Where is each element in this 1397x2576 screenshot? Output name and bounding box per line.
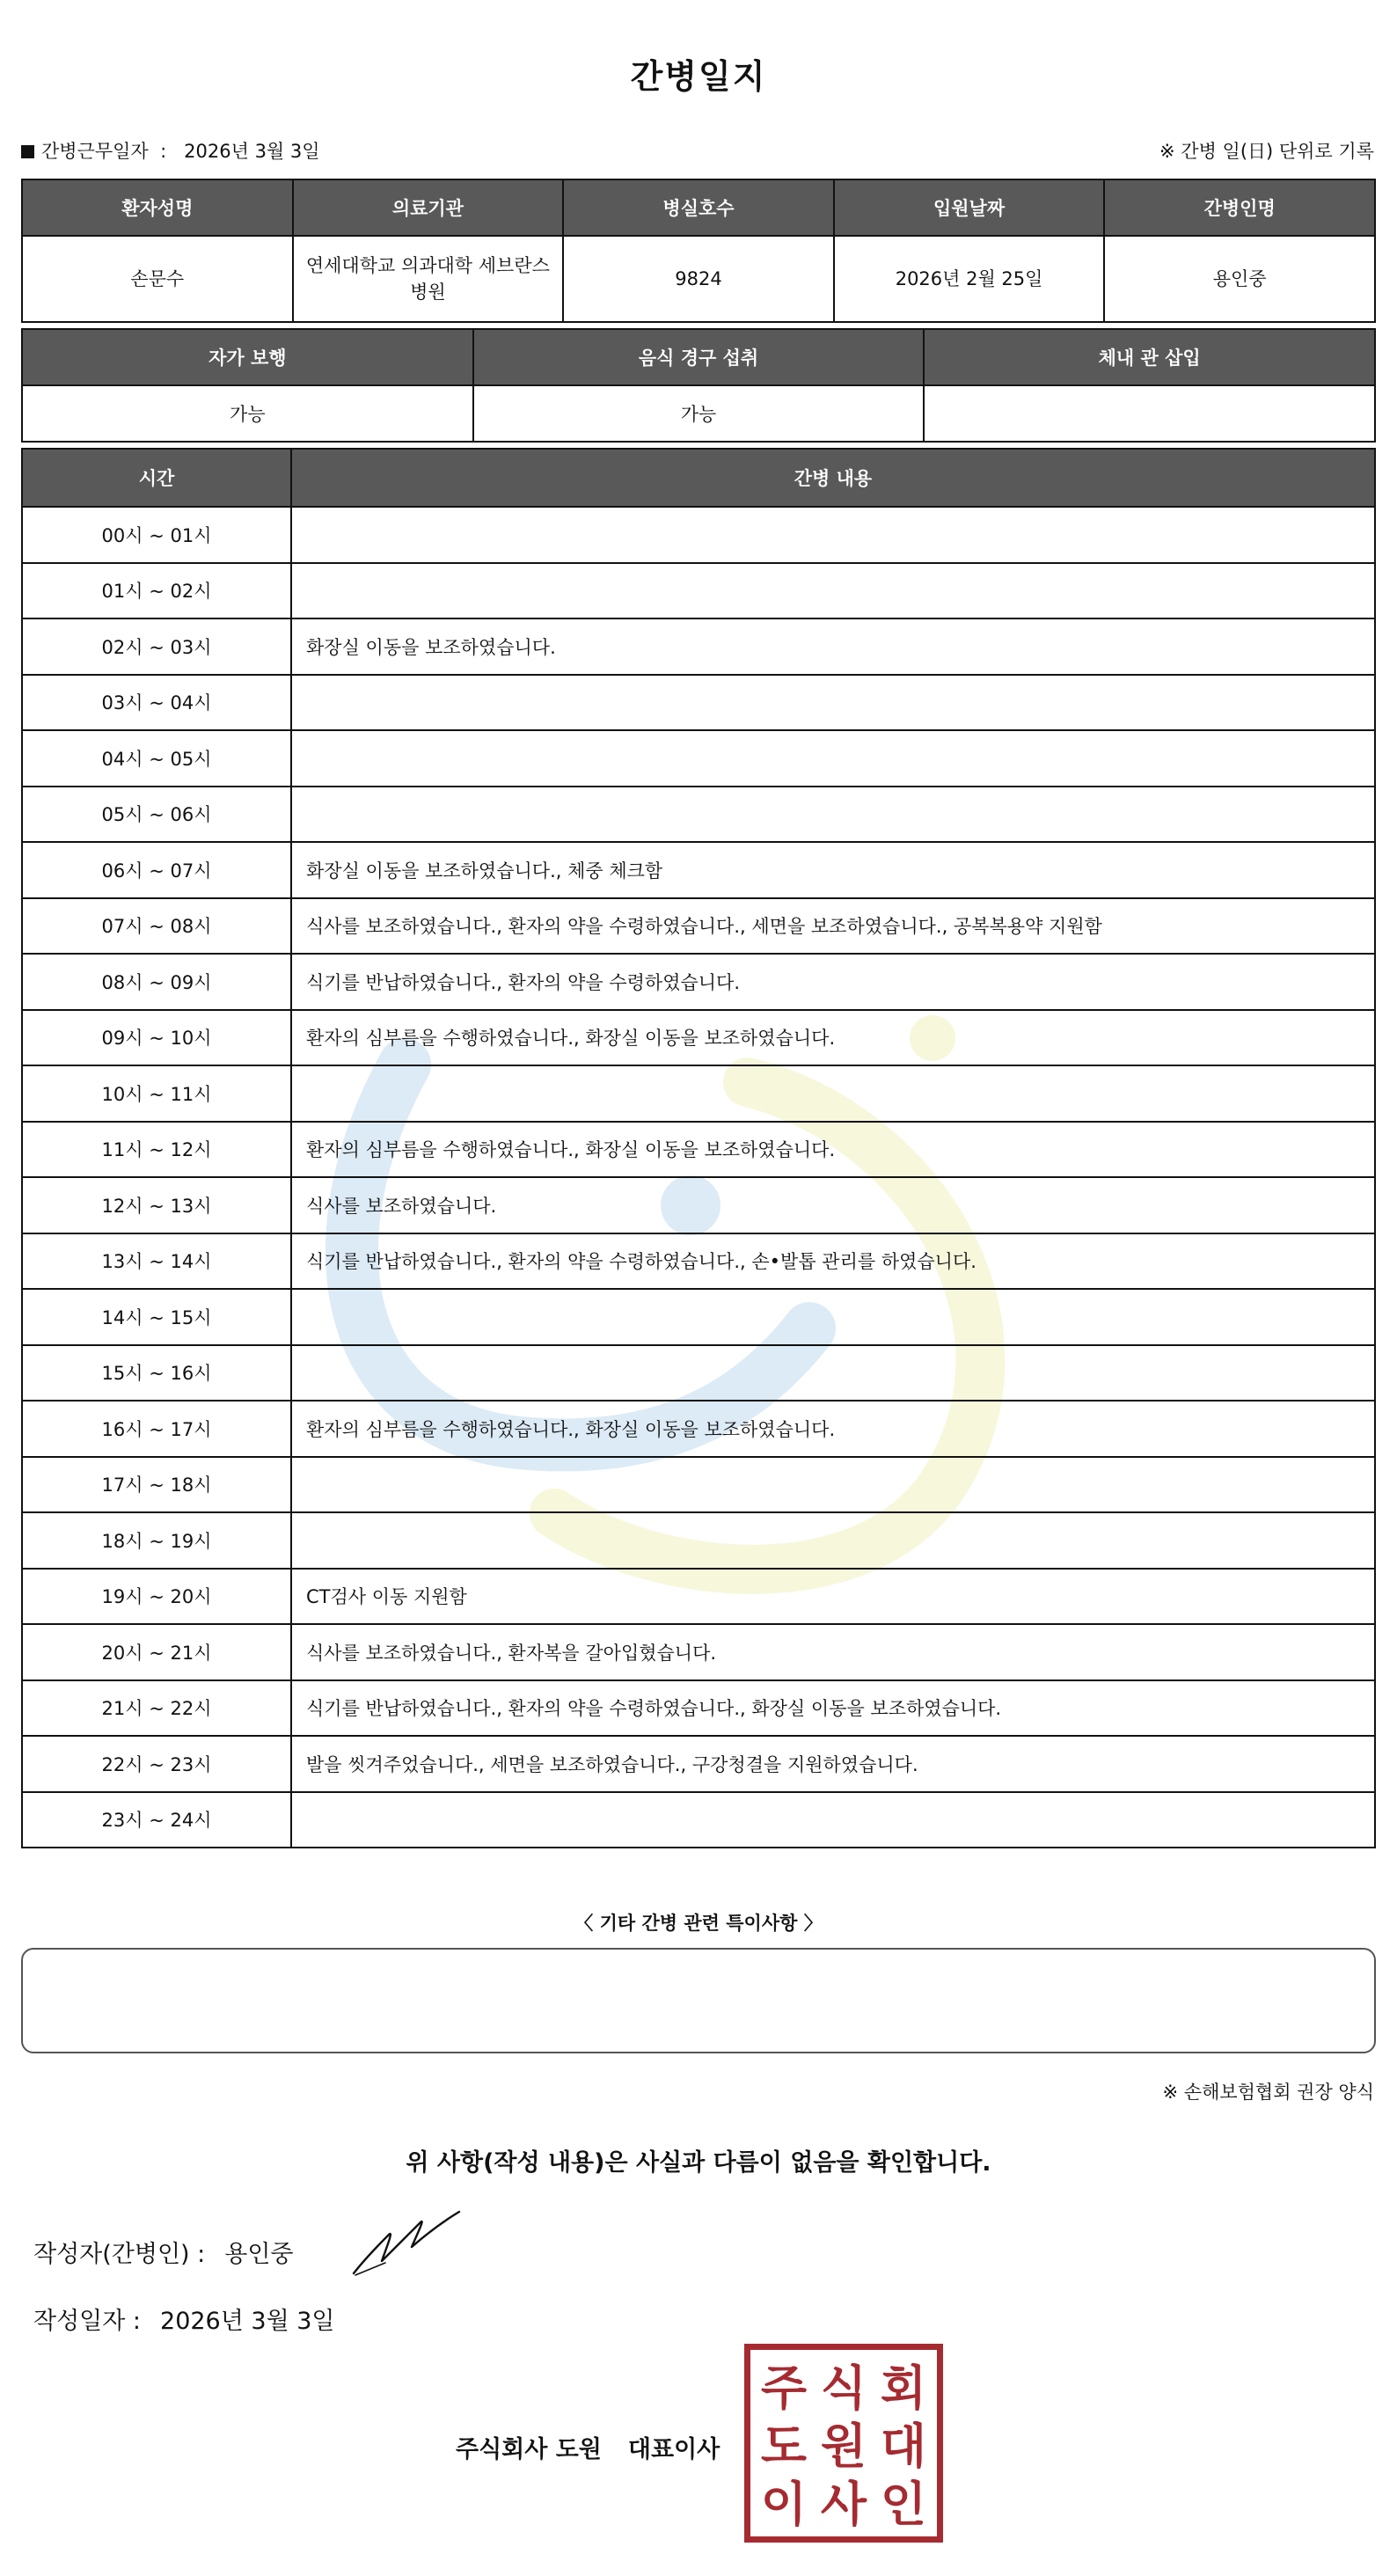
table-row <box>22 1233 1375 1290</box>
content-cell <box>291 675 1375 731</box>
work-date-label: 간병근무일자 <box>41 141 149 162</box>
content-cell: 환자의 심부름을 수행하였습니다., 화장실 이동을 보조하였습니다. <box>291 1122 1375 1178</box>
daily-record-note: ※ 간병 일(日) 단위로 기록 <box>1159 141 1374 162</box>
table-row <box>22 1345 1375 1401</box>
patient-info-value-row <box>22 236 1375 322</box>
table-row <box>22 1289 1375 1345</box>
time-cell: 15시 ~ 16시 <box>22 1345 291 1401</box>
time-cell: 16시 ~ 17시 <box>22 1401 291 1457</box>
content-cell <box>291 1792 1375 1848</box>
time-cell: 23시 ~ 24시 <box>22 1792 291 1848</box>
content-cell: CT검사 이동 지원함 <box>291 1569 1375 1625</box>
writer-name: 용인중 <box>224 2241 294 2268</box>
content-cell: 식사를 보조하였습니다., 환자의 약을 수령하였습니다., 세면을 보조하였습니다., 공복복용약 지원함 <box>291 898 1375 955</box>
status-header-row <box>22 329 1375 385</box>
time-cell: 11시 ~ 12시 <box>22 1122 291 1178</box>
header-oral-intake: 음식 경구 섭취 <box>473 329 925 385</box>
header-time: 시간 <box>22 449 291 507</box>
table-row <box>22 1010 1375 1066</box>
company-name: 주식회사 도원 <box>456 2436 602 2463</box>
table-row <box>22 1512 1375 1569</box>
table-row <box>22 675 1375 731</box>
table-row <box>22 563 1375 619</box>
square-bullet-icon <box>21 145 34 158</box>
time-cell: 14시 ~ 15시 <box>22 1289 291 1345</box>
content-cell: 발을 씻겨주었습니다., 세면을 보조하였습니다., 구강청결을 지원하였습니다. <box>291 1736 1375 1792</box>
svg-text:이: 이 <box>760 2477 808 2532</box>
table-row <box>22 842 1375 898</box>
time-cell: 22시 ~ 23시 <box>22 1736 291 1792</box>
time-cell: 20시 ~ 21시 <box>22 1624 291 1680</box>
patient-status-table <box>21 328 1376 443</box>
write-date-label: 작성일자 : <box>33 2308 142 2335</box>
time-cell: 13시 ~ 14시 <box>22 1233 291 1290</box>
content-cell: 식사를 보조하였습니다. <box>291 1177 1375 1233</box>
special-notes-title: 〈 기타 간병 관련 특이사항 〉 <box>574 1913 823 1934</box>
time-cell: 19시 ~ 20시 <box>22 1569 291 1625</box>
svg-text:도: 도 <box>760 2419 808 2474</box>
content-cell: 식기를 반납하였습니다., 환자의 약을 수령하였습니다., 화장실 이동을 보조하였습니다. <box>291 1680 1375 1737</box>
company-seal-stamp <box>744 2344 943 2543</box>
time-cell: 12시 ~ 13시 <box>22 1177 291 1233</box>
table-row <box>22 1122 1375 1178</box>
self-walking-value: 가능 <box>22 385 473 442</box>
content-cell <box>291 507 1375 563</box>
patient-info-table <box>21 179 1376 323</box>
time-cell: 07시 ~ 08시 <box>22 898 291 955</box>
caregiver-name: 용인중 <box>1104 236 1375 322</box>
header-room-number: 병실호수 <box>563 179 834 236</box>
time-cell: 02시 ~ 03시 <box>22 618 291 675</box>
table-row <box>22 787 1375 843</box>
content-cell: 화장실 이동을 보조하였습니다., 체중 체크함 <box>291 842 1375 898</box>
content-cell <box>291 1065 1375 1122</box>
time-cell: 06시 ~ 07시 <box>22 842 291 898</box>
header-care-content: 간병 내용 <box>291 449 1375 507</box>
table-row <box>22 1177 1375 1233</box>
content-cell <box>291 1345 1375 1401</box>
header-caregiver-name: 간병인명 <box>1104 179 1375 236</box>
writer-label: 작성자(간병인) : <box>33 2241 206 2268</box>
admission-date: 2026년 2월 25일 <box>834 236 1105 322</box>
table-row <box>22 1569 1375 1625</box>
care-log-table <box>21 448 1376 1848</box>
header-admission-date: 입원날짜 <box>834 179 1105 236</box>
svg-text:회: 회 <box>880 2360 927 2416</box>
special-notes-box <box>21 1948 1376 2053</box>
content-cell: 환자의 심부름을 수행하였습니다., 화장실 이동을 보조하였습니다. <box>291 1401 1375 1457</box>
content-cell <box>291 1512 1375 1569</box>
content-cell <box>291 1289 1375 1345</box>
handwritten-signature <box>350 2208 464 2279</box>
time-cell: 18시 ~ 19시 <box>22 1512 291 1569</box>
seal-characters <box>754 2353 933 2533</box>
content-cell: 환자의 심부름을 수행하였습니다., 화장실 이동을 보조하였습니다. <box>291 1010 1375 1066</box>
time-cell: 08시 ~ 09시 <box>22 954 291 1010</box>
table-row <box>22 1065 1375 1122</box>
content-cell: 식기를 반납하였습니다., 환자의 약을 수령하였습니다. <box>291 954 1375 1010</box>
table-row <box>22 898 1375 955</box>
time-cell: 03시 ~ 04시 <box>22 675 291 731</box>
content-cell <box>291 787 1375 843</box>
tube-insertion-value <box>924 385 1375 442</box>
work-date: 간병근무일자 : 2026년 3월 3일 <box>21 137 320 164</box>
time-cell: 04시 ~ 05시 <box>22 730 291 787</box>
time-cell: 01시 ~ 02시 <box>22 563 291 619</box>
institution: 연세대학교 의과대학 세브란스병원 <box>293 236 564 322</box>
writer-line <box>33 2235 294 2269</box>
table-row <box>22 1792 1375 1848</box>
recommended-form-note: ※ 손해보험협회 권장 양식 <box>1162 2082 1374 2103</box>
care-log-header-row <box>22 449 1375 507</box>
table-row <box>22 1401 1375 1457</box>
time-cell: 10시 ~ 11시 <box>22 1065 291 1122</box>
patient-info-header-row <box>22 179 1375 236</box>
content-cell: 식사를 보조하였습니다., 환자복을 갈아입혔습니다. <box>291 1624 1375 1680</box>
content-cell: 화장실 이동을 보조하였습니다. <box>291 618 1375 675</box>
content-cell <box>291 730 1375 787</box>
time-cell: 17시 ~ 18시 <box>22 1457 291 1513</box>
content-cell: 식기를 반납하였습니다., 환자의 약을 수령하였습니다., 손•발톱 관리를 하였습니다. <box>291 1233 1375 1290</box>
time-cell: 00시 ~ 01시 <box>22 507 291 563</box>
content-cell <box>291 563 1375 619</box>
ceo-label: 대표이사 <box>627 2436 720 2463</box>
content-cell <box>291 1457 1375 1513</box>
svg-text:대: 대 <box>880 2419 927 2474</box>
table-row <box>22 1680 1375 1737</box>
time-cell: 09시 ~ 10시 <box>22 1010 291 1066</box>
page-title: 간병일지 <box>630 57 767 96</box>
table-row <box>22 730 1375 787</box>
table-row <box>22 1736 1375 1792</box>
table-row <box>22 1457 1375 1513</box>
svg-text:주: 주 <box>760 2360 808 2416</box>
header-institution: 의료기관 <box>293 179 564 236</box>
status-value-row <box>22 385 1375 442</box>
write-date-line <box>33 2302 335 2336</box>
header-self-walking: 자가 보행 <box>22 329 473 385</box>
write-date-value: 2026년 3월 3일 <box>160 2308 335 2335</box>
svg-text:사: 사 <box>820 2477 867 2532</box>
time-cell: 21시 ~ 22시 <box>22 1680 291 1737</box>
table-row <box>22 618 1375 675</box>
svg-text:인: 인 <box>880 2477 927 2532</box>
svg-text:식: 식 <box>820 2360 867 2416</box>
header-tube-insertion: 체내 관 삽입 <box>924 329 1375 385</box>
patient-name: 손문수 <box>22 236 293 322</box>
time-cell: 05시 ~ 06시 <box>22 787 291 843</box>
confirmation-statement: 위 사항(작성 내용)은 사실과 다름이 없음을 확인합니다. <box>406 2149 991 2177</box>
room-number: 9824 <box>563 236 834 322</box>
table-row <box>22 1624 1375 1680</box>
table-row <box>22 507 1375 563</box>
header-patient-name: 환자성명 <box>22 179 293 236</box>
svg-text:원: 원 <box>820 2419 867 2474</box>
work-date-value: 2026년 3월 3일 <box>184 141 320 162</box>
oral-intake-value: 가능 <box>473 385 925 442</box>
company-signature-line <box>456 2430 720 2464</box>
table-row <box>22 954 1375 1010</box>
